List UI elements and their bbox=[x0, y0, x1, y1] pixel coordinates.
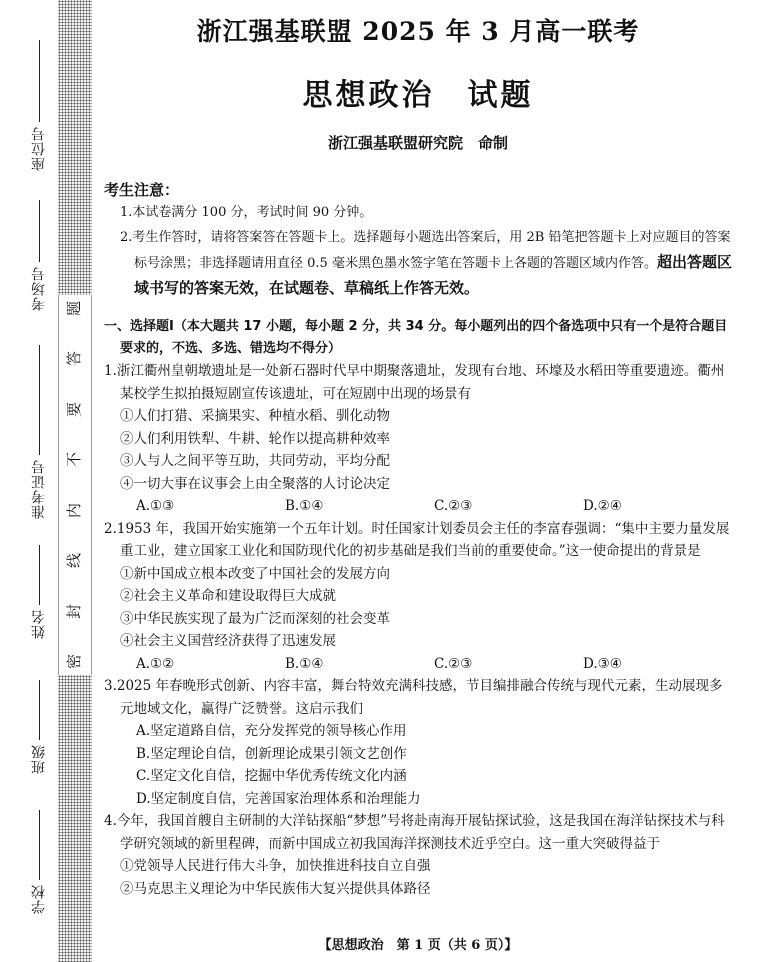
choice-c[interactable]: C.坚定文化自信，挖掘中华优秀传统文化内涵 bbox=[136, 768, 407, 784]
statement-option: ②人们利用铁犁、牛耕、轮作以提高耕种效率 bbox=[120, 430, 390, 447]
statement-option: ①人们打猎、采摘果实、种植水稻、驯化动物 bbox=[120, 408, 390, 424]
exam-room-line bbox=[39, 200, 40, 262]
author-line: 浙江强基联盟研究院 命制 bbox=[327, 134, 508, 152]
name-field[interactable] bbox=[22, 545, 56, 643]
statement-option: ②马克思主义理论为中华民族伟大复兴提供具体路径 bbox=[120, 880, 431, 897]
choice-d[interactable]: D.坚定制度自信，完善国家治理体系和治理能力 bbox=[136, 790, 421, 807]
exam-room-label: 考场号 bbox=[31, 266, 47, 311]
notice-item-text: 2.考生作答时，请将答案答在答题卡上。选择题每小题选出答案后，用 2B 铅笔把答题卡上对应题目的答案标号涂黑；非选择题请用直径 0.5 毫米黑色墨水签字笔在答题卡上各题的答题区域内作答。 bbox=[120, 230, 731, 271]
seat-number-label: 座位号 bbox=[31, 126, 47, 171]
question-stem: 4.今年，我国首艘自主研制的大洋钻探船“梦想”号将赴南海开展钻探试验，这是我国在海洋钻探技术与科学研究领域的新里程碑，而新中国成立初我国海洋探测技术近乎空白。这一重大突破得益于 bbox=[104, 813, 725, 852]
seal-char: 题 bbox=[65, 300, 84, 317]
seal-char: 线 bbox=[65, 553, 84, 569]
statement-option: ④一切大事在议事会上由全聚落的人讨论决定 bbox=[120, 475, 390, 492]
seal-char: 内 bbox=[65, 502, 84, 518]
subject-title: 思想政治 试题 bbox=[302, 78, 534, 113]
class-field[interactable] bbox=[22, 680, 56, 778]
school-field[interactable] bbox=[22, 810, 56, 918]
statement-option: ③人与人之间平等互助，共同劳动，平均分配 bbox=[120, 453, 390, 469]
page-footer: 【思想政治 第 1 页（共 6 页）】 bbox=[318, 938, 518, 953]
name-label: 姓名 bbox=[31, 609, 47, 639]
statement-option: ③中华民族实现了最为广泛而深刻的社会变革 bbox=[120, 610, 390, 627]
notice-block bbox=[104, 200, 732, 302]
choice-b[interactable]: B.①④ bbox=[285, 498, 324, 514]
notice-emphasis: 超出答题区域书写的答案无效，在试题卷、草稿纸上作答无效。 bbox=[134, 253, 732, 297]
exam-content bbox=[104, 8, 732, 900]
exam-room-field[interactable] bbox=[22, 200, 56, 315]
choice-d[interactable]: D.③④ bbox=[583, 655, 622, 672]
choice-d[interactable]: D.②④ bbox=[583, 498, 622, 514]
admission-number-field[interactable] bbox=[22, 345, 56, 523]
seal-line-notice bbox=[58, 295, 92, 675]
statement-option: ②社会主义革命和建设取得巨大成就 bbox=[120, 588, 336, 604]
seal-char: 封 bbox=[65, 603, 84, 619]
statement-option: ④社会主义国营经济获得了迅速发展 bbox=[120, 633, 336, 649]
admission-number-line bbox=[39, 345, 40, 455]
school-label: 学校 bbox=[31, 884, 47, 914]
choice-c[interactable]: C.②③ bbox=[434, 498, 473, 514]
admission-number-label: 准考证号 bbox=[31, 459, 47, 519]
choice-a[interactable]: A.坚定道路自信，充分发挥党的领导核心作用 bbox=[136, 723, 407, 739]
question-stem: 3.2025 年春晚形式创新、内容丰富，舞台特效充满科技感，节目编排融合传统与现代元素，生动展现多元地域文化，赢得广泛赞誉。这启示我们 bbox=[104, 678, 723, 717]
notice-item: 1.本试卷满分 100 分，考试时间 90 分钟。 bbox=[120, 205, 373, 220]
seat-number-field[interactable] bbox=[22, 40, 56, 175]
question-1 bbox=[104, 360, 732, 518]
question-3 bbox=[104, 675, 732, 810]
choice-a[interactable]: A.①③ bbox=[136, 498, 175, 514]
seal-char: 不 bbox=[65, 452, 84, 468]
answer-choices bbox=[104, 653, 732, 676]
section-heading: 一、选择题Ⅰ（本大题共 17 小题，每小题 2 分，共 34 分。每小题列出的四个备选项中只有一个是符合题目要求的，不选、多选、错选均不得分） bbox=[104, 319, 728, 356]
seal-char: 要 bbox=[65, 401, 84, 417]
answer-choices bbox=[104, 495, 732, 518]
school-line bbox=[39, 810, 40, 880]
class-label: 班级 bbox=[31, 744, 47, 774]
question-4 bbox=[104, 810, 732, 900]
seal-char: 密 bbox=[65, 653, 84, 669]
question-stem: 1.浙江衢州皇朝墩遗址是一处新石器时代早中期聚落遗址，发现有台地、环壕及水稻田等重要遗迹。衢州某校学生拟拍摄短剧宣传该遗址，可在短剧中出现的场景有 bbox=[104, 363, 725, 402]
exam-title: 浙江强基联盟 2025 年 3 月高一联考 bbox=[196, 17, 640, 46]
choice-b[interactable]: B.①④ bbox=[285, 655, 324, 672]
binding-margin bbox=[0, 0, 100, 962]
statement-option: ①党领导人民进行伟大斗争，加快推进科技自立自强 bbox=[120, 858, 431, 874]
choice-a[interactable]: A.①② bbox=[136, 655, 175, 672]
choice-c[interactable]: C.②③ bbox=[434, 655, 473, 672]
notice-item bbox=[104, 225, 732, 302]
question-stem: 2.1953 年，我国开始实施第一个五年计划。时任国家计划委员会主任的李富春强调：“集中主要力量发展重工业，建立国家工业化和国防现代化的初步基础是我们当前的重要使命。”这一使命提出的背景是 bbox=[104, 520, 730, 559]
choice-b[interactable]: B.坚定理论自信，创新理论成果引领文艺创作 bbox=[136, 745, 407, 762]
notice-title: 考生注意： bbox=[104, 181, 180, 199]
statement-option: ①新中国成立根本改变了中国社会的发展方向 bbox=[120, 565, 390, 582]
name-line bbox=[39, 545, 40, 605]
question-2 bbox=[104, 518, 732, 676]
seal-char: 答 bbox=[65, 351, 84, 367]
class-line bbox=[39, 680, 40, 740]
seat-number-line bbox=[39, 40, 40, 122]
